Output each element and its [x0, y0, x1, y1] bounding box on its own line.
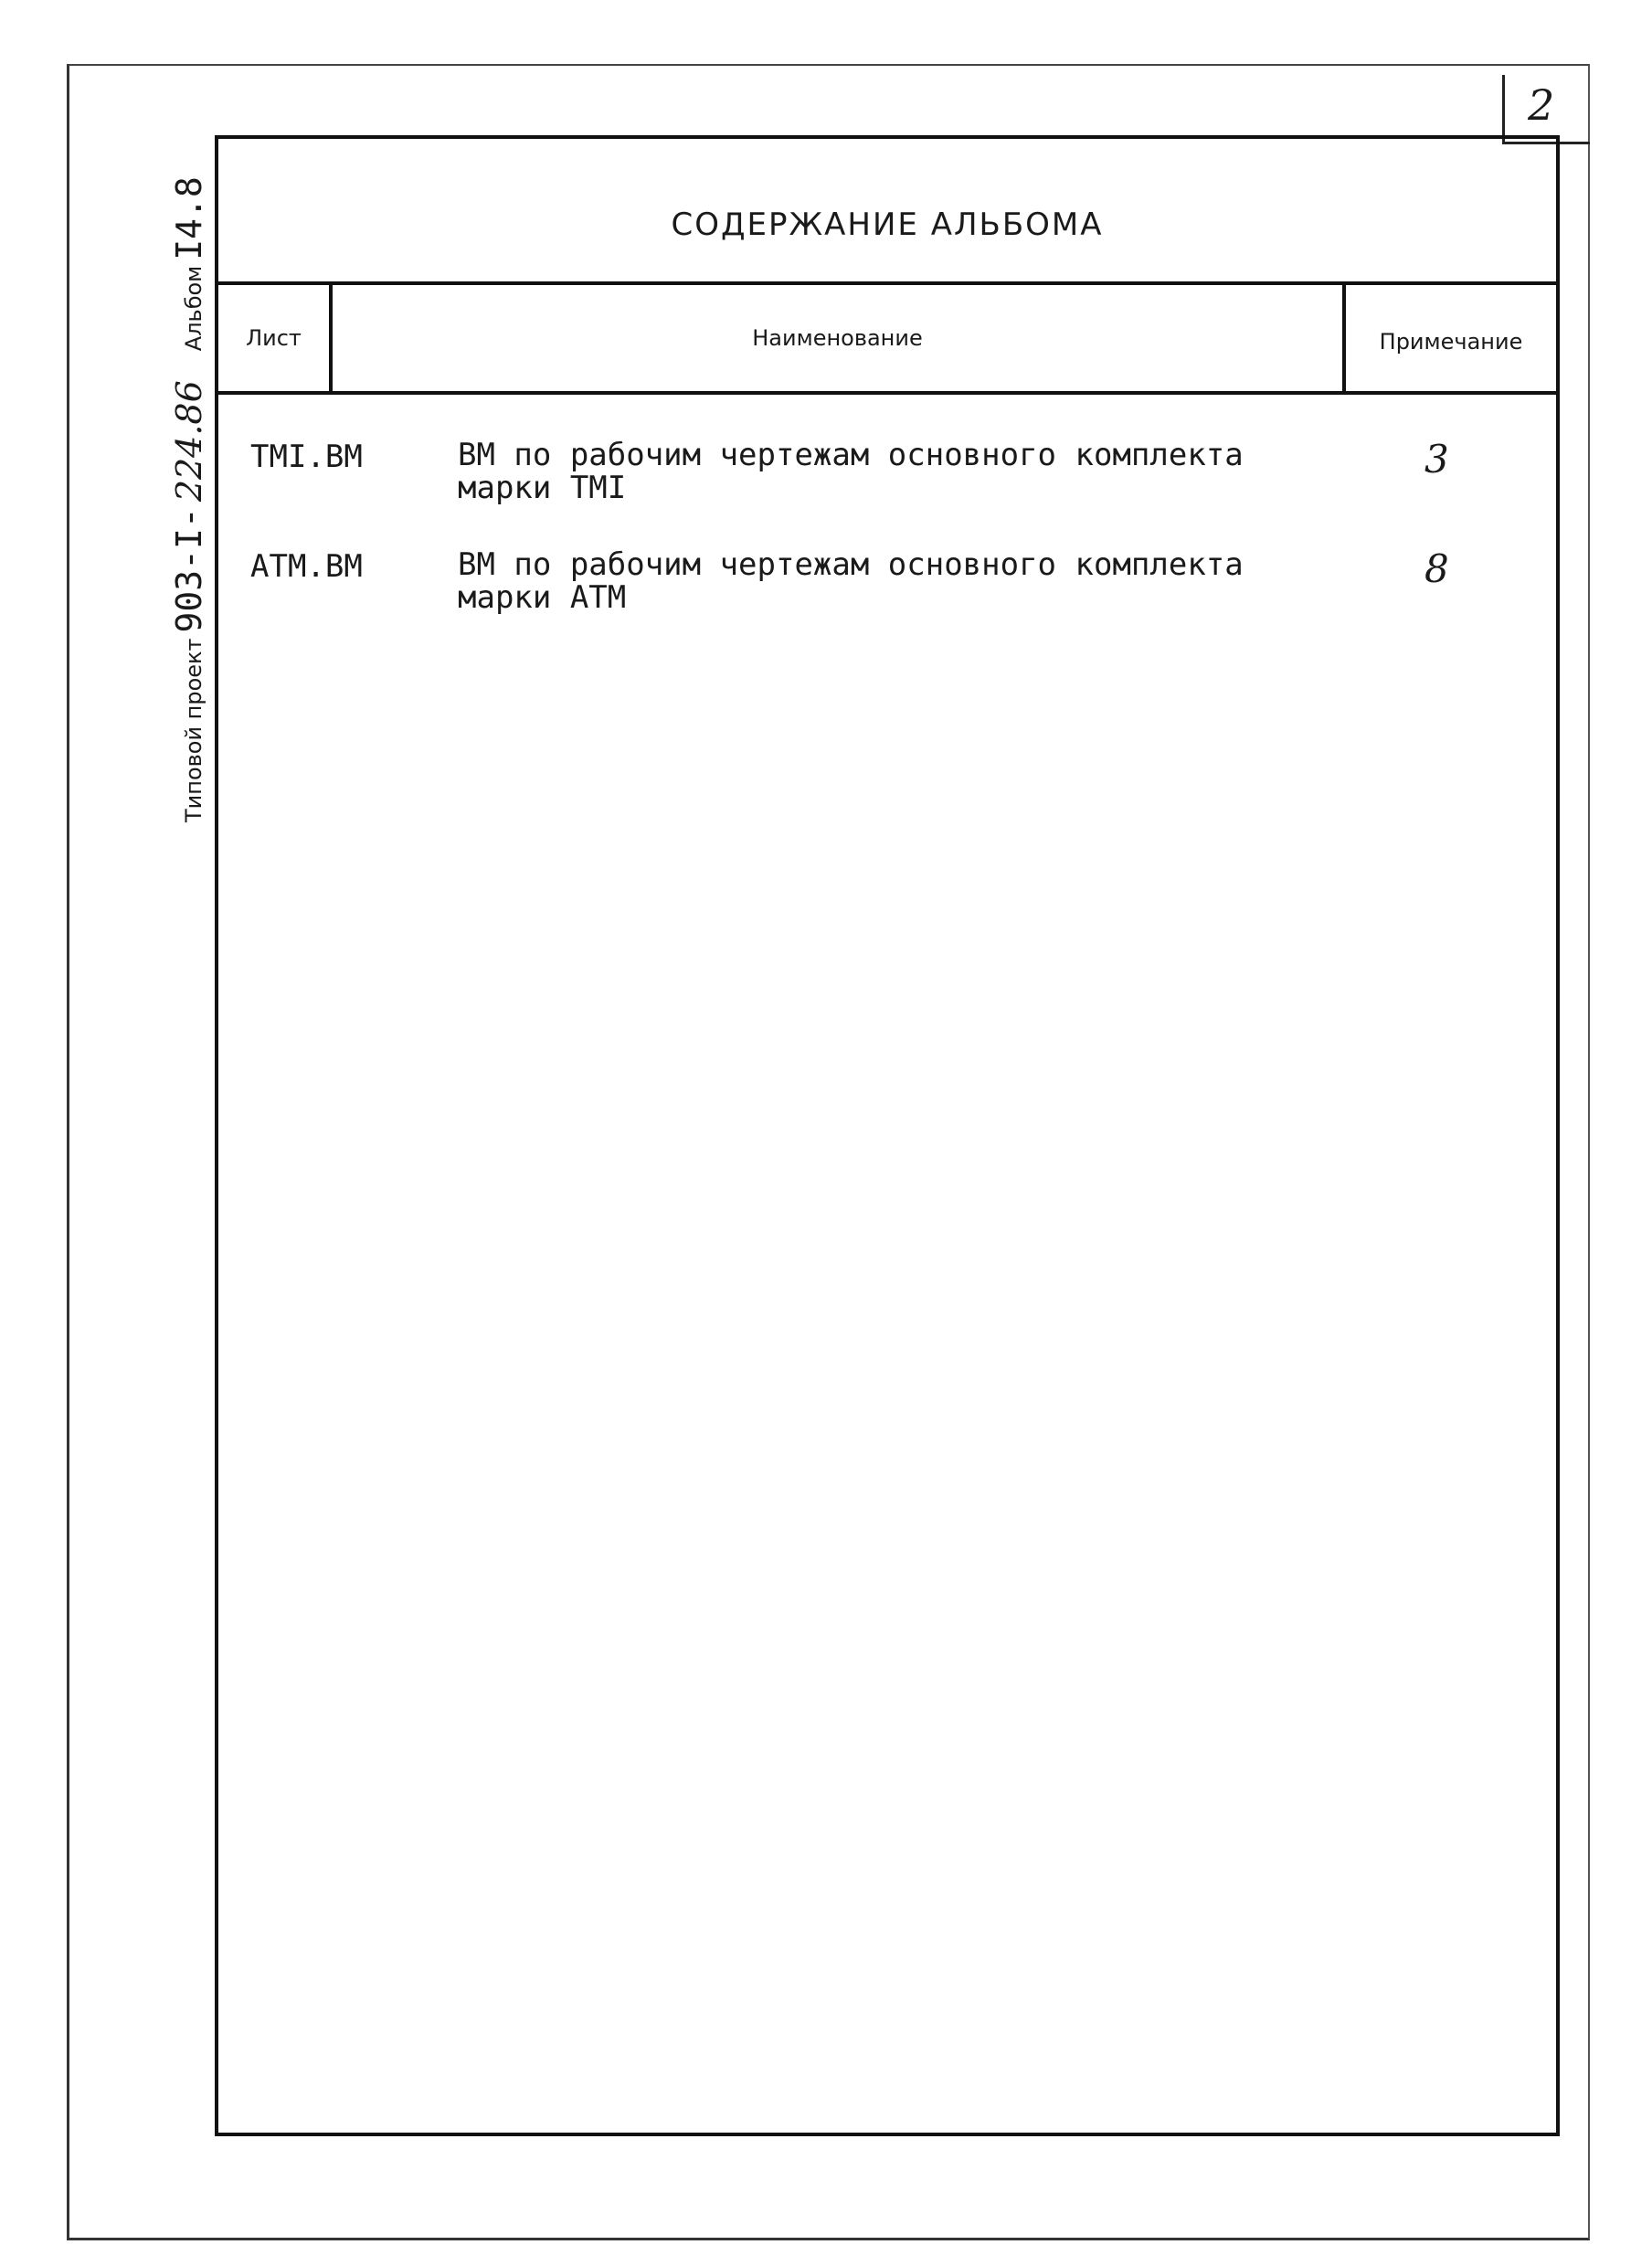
column-header-name: Наименование [333, 285, 1346, 391]
sheet-number: 2 [1528, 80, 1555, 130]
row-name-line: марки TMI [458, 470, 627, 506]
column-header-note: Примечание [1379, 329, 1523, 355]
contents-frame [215, 135, 1560, 2136]
table-header [218, 285, 1556, 395]
table-row [218, 548, 1556, 649]
column-header-sheet: Лист [218, 285, 333, 391]
page-title: СОДЕРЖАНИЕ АЛЬБОМА [671, 206, 1104, 243]
row-name [458, 439, 1335, 504]
project-code-tail: 224.86 [169, 380, 209, 503]
row-sheet-code: АТМ.ВМ [250, 548, 363, 585]
row-sheet-code: TMI.BM [250, 439, 363, 475]
album-number: I4.8 [169, 176, 209, 260]
title-area [218, 139, 1556, 285]
project-label: Типовой проект [181, 638, 206, 822]
table-row [218, 439, 1556, 539]
row-name [458, 548, 1335, 614]
row-note: 3 [1424, 437, 1449, 482]
row-name-line: ВМ по рабочим чертежам основного комплекта [458, 546, 1244, 583]
project-code: 903-I- [169, 507, 209, 633]
row-name-line: ВМ по рабочим чертежам основного комплекта [458, 437, 1244, 473]
row-name-line: марки АТМ [458, 579, 627, 616]
album-label: Альбом [181, 265, 206, 352]
row-note: 8 [1424, 546, 1449, 591]
